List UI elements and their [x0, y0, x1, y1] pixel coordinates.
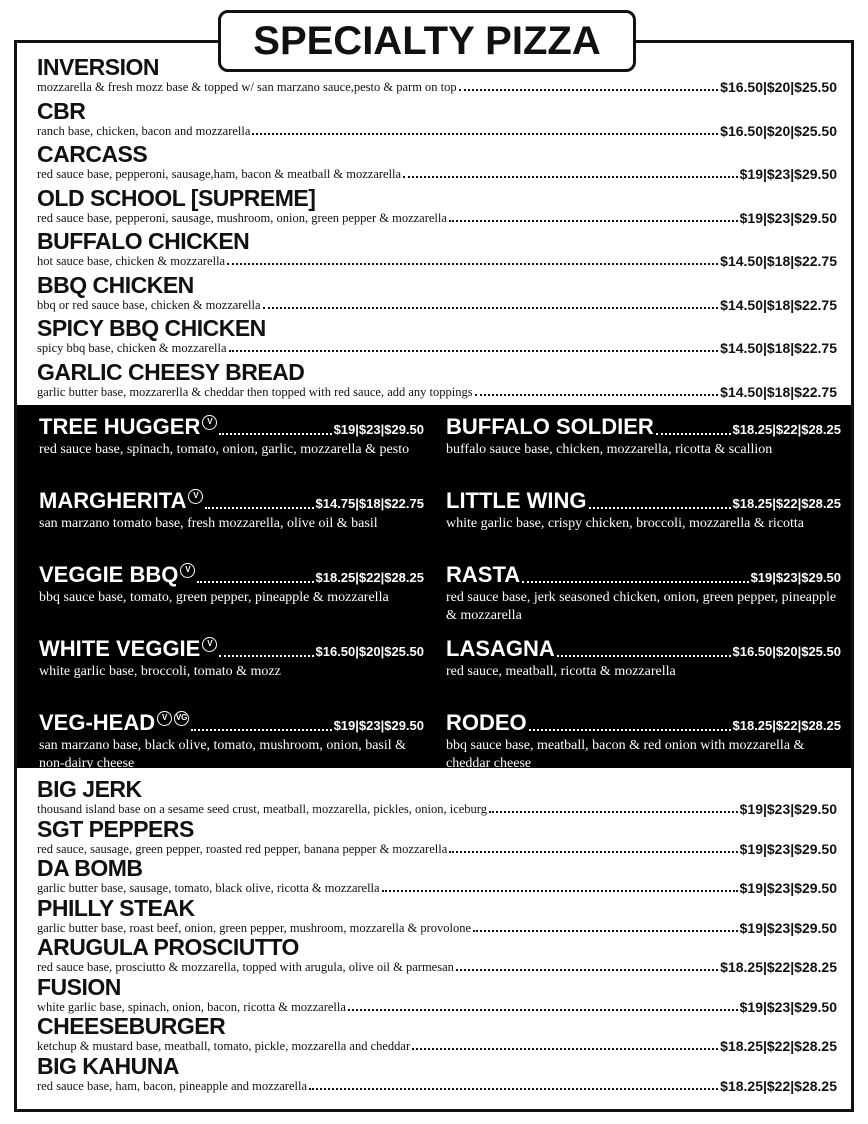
menu-item [17, 1053, 851, 1093]
menu-item [17, 228, 851, 272]
menu-item [446, 709, 841, 783]
item-description: hot sauce base, chicken & mozzarella [37, 254, 226, 268]
item-description: san marzano base, black olive, tomato, mushroom, onion, basil & non-dairy cheese [39, 738, 407, 771]
dot-leader [227, 263, 718, 265]
item-price: $19|$23|$29.50 [333, 422, 424, 437]
menu-item [17, 974, 851, 1014]
menu-item [17, 1013, 851, 1053]
item-description: red sauce base, ham, bacon, pineapple and mozzarella [37, 1078, 308, 1093]
dot-leader [529, 729, 731, 731]
item-price: $18.25|$22|$28.25 [720, 959, 837, 975]
menu-item [17, 359, 851, 403]
item-line [37, 960, 837, 974]
item-name-text: TREE HUGGER [39, 414, 201, 439]
dot-leader [456, 969, 718, 971]
item-description: garlic butter base, mozzarerlla & cheddar then topped with red sauce, add any toppings [37, 384, 473, 399]
item-description: white garlic base, broccoli, tomato & mozz [39, 664, 281, 679]
menu-item [17, 98, 851, 142]
item-name: PHILLY STEAK [37, 894, 195, 921]
dot-leader [522, 581, 748, 583]
item-name [39, 487, 203, 515]
item-line [37, 1079, 837, 1093]
item-line [37, 921, 837, 935]
item-price: $19|$23|$29.50 [739, 840, 837, 857]
item-line [37, 385, 837, 399]
item-description: red sauce, sausage, green pepper, roasted red pepper, banana pepper & mozzarella [37, 841, 448, 856]
dot-leader [475, 394, 719, 396]
item-line [37, 211, 837, 225]
item-price: $16.50|$20|$25.50 [732, 644, 841, 659]
item-description: garlic butter base, sausage, tomato, black olive, ricotta & mozzarella [37, 881, 380, 895]
item-name-text: LITTLE WING [446, 488, 587, 513]
item-description: red sauce base, pepperoni, sausage,ham, bacon & meatball & mozzarella [37, 167, 402, 181]
item-price: $18.25|$22|$28.25 [732, 496, 841, 511]
dot-leader [309, 1088, 718, 1090]
item-name: INVERSION [37, 54, 160, 80]
item-line [37, 167, 837, 181]
item-line [37, 1039, 837, 1053]
item-price: $19|$23|$29.50 [739, 166, 837, 182]
dot-leader [252, 133, 718, 135]
menu-item [17, 315, 851, 359]
dot-leader [589, 507, 731, 509]
item-price: $19|$23|$29.50 [739, 919, 837, 936]
item-name: FUSION [37, 973, 121, 1000]
item-name [39, 635, 217, 663]
item-name-text: WHITE VEGGIE [39, 636, 201, 661]
item-description: garlic butter base, roast beef, onion, green pepper, mushroom, mozzarella & provolone [37, 920, 472, 935]
menu-item [446, 487, 841, 561]
item-description: buffalo sauce base, chicken, mozzarella, ricotta & scallion [446, 442, 773, 457]
item-description: spicy bbq base, chicken & mozzarella [37, 341, 227, 355]
item-name-text: VEG-HEAD [39, 710, 156, 735]
item-description: mozzarella & fresh mozz base & topped w/ san marzano sauce,pesto & parm on top [37, 80, 457, 94]
dot-leader [229, 350, 719, 352]
item-price: $18.25|$22|$28.25 [732, 422, 841, 437]
menu-item [17, 816, 851, 856]
menu-item [39, 561, 424, 635]
dot-leader [403, 176, 738, 178]
menu-title-box [218, 10, 636, 72]
item-name [446, 709, 527, 737]
item-name [446, 561, 520, 589]
item-price: $19|$23|$29.50 [739, 209, 837, 226]
dot-leader [197, 581, 313, 583]
item-price: $16.50|$20|$25.50 [720, 79, 837, 95]
item-name-text: MARGHERITA [39, 488, 187, 513]
dot-leader [489, 811, 738, 813]
item-description: bbq sauce base, meatball, bacon & red onion with mozzarella & cheddar cheese [446, 738, 805, 771]
vegetarian-badge-icon: V [157, 711, 172, 726]
item-line [37, 802, 837, 816]
item-description: bbq sauce base, tomato, green pepper, pineapple & mozzarella [39, 590, 389, 605]
item-description: ranch base, chicken, bacon and mozzarella [37, 123, 251, 138]
item-header [39, 561, 424, 589]
item-line [37, 341, 837, 355]
vegetarian-badge-icon: V [202, 637, 217, 652]
item-description: white garlic base, spinach, onion, bacon, ricotta & mozzarella [37, 999, 346, 1014]
menu-item [17, 855, 851, 895]
item-header [446, 561, 841, 589]
item-header [39, 413, 424, 441]
menu-item [39, 413, 424, 487]
menu-item [446, 413, 841, 487]
item-description: thousand island base on a sesame seed crust, meatball, mozzarella, pickles, onion, iceburg [37, 802, 487, 816]
dot-leader [557, 655, 731, 657]
menu-item [17, 895, 851, 935]
item-name: CARCASS [37, 141, 148, 167]
dot-leader [656, 433, 731, 435]
item-line [37, 881, 837, 895]
item-description: red sauce, meatball, ricotta & mozzarella [446, 664, 676, 679]
item-name: GARLIC CHEESY BREAD [37, 358, 305, 385]
vegetarian-badge-icon: V [188, 489, 203, 504]
item-description: white garlic base, crispy chicken, broccoli, mozzarella & ricotta [446, 516, 805, 531]
item-name: CHEESEBURGER [37, 1013, 226, 1039]
item-price: $18.25|$22|$28.25 [720, 1038, 837, 1054]
menu-item [17, 185, 851, 229]
item-price: $19|$23|$29.50 [750, 570, 841, 585]
item-line [37, 80, 837, 94]
item-price: $18.25|$22|$28.25 [732, 718, 841, 733]
menu-item [39, 709, 424, 783]
dot-leader [219, 655, 313, 657]
item-price: $18.25|$22|$28.25 [315, 570, 424, 585]
item-line [37, 124, 837, 138]
item-name [39, 561, 195, 589]
item-name: BBQ CHICKEN [37, 271, 194, 298]
dot-leader [219, 433, 331, 435]
item-name: SGT PEPPERS [37, 815, 194, 842]
dot-leader [191, 729, 331, 731]
dot-leader [263, 307, 719, 309]
menu-item [17, 934, 851, 974]
item-description: ketchup & mustard base, meatball, tomato, pickle, mozzarella and cheddar [37, 1039, 411, 1053]
item-name [446, 413, 654, 441]
menu-item [446, 561, 841, 635]
item-name [446, 635, 555, 663]
item-name-text: RODEO [446, 710, 527, 735]
item-name: BUFFALO CHICKEN [37, 228, 250, 254]
menu-title: SPECIALTY PIZZA [253, 18, 601, 63]
item-name [39, 413, 217, 441]
dot-leader [412, 1048, 718, 1050]
item-name-text: LASAGNA [446, 636, 555, 661]
menu-item [17, 141, 851, 185]
item-description: bbq or red sauce base, chicken & mozzarella [37, 297, 261, 312]
item-name: CBR [37, 97, 86, 124]
item-header [446, 635, 841, 663]
menu-item [39, 487, 424, 561]
item-description: red sauce base, prosciutto & mozzarella, topped with arugula, olive oil & parmesan [37, 960, 454, 974]
item-name: SPICY BBQ CHICKEN [37, 315, 266, 341]
dot-leader [473, 930, 738, 932]
item-price: $16.50|$20|$25.50 [720, 122, 837, 139]
item-name [446, 487, 587, 515]
vegan-badge-icon: VG [174, 711, 189, 726]
item-name [39, 709, 189, 737]
item-name-text: VEGGIE BBQ [39, 562, 179, 587]
item-price: $19|$23|$29.50 [333, 718, 424, 733]
item-name-text: BUFFALO SOLDIER [446, 414, 654, 439]
item-name-text: RASTA [446, 562, 521, 587]
item-header [39, 635, 424, 663]
featured-menu-section [17, 405, 851, 771]
item-description: san marzano tomato base, fresh mozzarella, olive oil & basil [39, 516, 378, 531]
item-price: $14.50|$18|$22.75 [720, 253, 837, 269]
item-name: BIG JERK [37, 776, 142, 802]
item-price: $14.50|$18|$22.75 [720, 383, 837, 400]
menu-item [17, 272, 851, 316]
item-line [37, 1000, 837, 1014]
item-price: $19|$23|$29.50 [739, 801, 837, 817]
item-price: $19|$23|$29.50 [739, 880, 837, 896]
item-price: $14.50|$18|$22.75 [720, 296, 837, 313]
item-header [446, 709, 841, 737]
item-name: BIG KAHUNA [37, 1052, 179, 1079]
menu-item [446, 635, 841, 709]
item-header [39, 709, 424, 737]
item-line [37, 842, 837, 856]
dot-leader [449, 851, 737, 853]
item-name: OLD SCHOOL [SUPREME] [37, 184, 316, 211]
item-header [39, 487, 424, 515]
dot-leader [348, 1009, 738, 1011]
item-price: $18.25|$22|$28.25 [720, 1077, 837, 1094]
menu-item [17, 776, 851, 816]
menu-item [39, 635, 424, 709]
item-description: red sauce base, jerk seasoned chicken, onion, green pepper, pineapple & mozzarella [446, 590, 837, 623]
item-price: $19|$23|$29.50 [739, 998, 837, 1015]
dot-leader [449, 220, 738, 222]
item-description: red sauce base, pepperoni, sausage, mushroom, onion, green pepper & mozzarella [37, 210, 447, 225]
item-header [446, 413, 841, 441]
dot-leader [459, 89, 719, 91]
vegetarian-badge-icon: V [202, 415, 217, 430]
bottom-menu-section [17, 776, 851, 1092]
dot-leader [205, 507, 313, 509]
vegetarian-badge-icon: V [180, 563, 195, 578]
item-description: red sauce base, spinach, tomato, onion, garlic, mozzarella & pesto [39, 442, 410, 457]
top-menu-section [17, 54, 851, 402]
dot-leader [382, 890, 738, 892]
item-line [37, 254, 837, 268]
featured-left-column [17, 405, 434, 771]
item-name: ARUGULA PROSCIUTTO [37, 934, 299, 960]
item-price: $14.50|$18|$22.75 [720, 340, 837, 356]
featured-right-column [434, 405, 851, 771]
item-line [37, 298, 837, 312]
item-price: $16.50|$20|$25.50 [315, 644, 424, 659]
item-price: $14.75|$18|$22.75 [315, 496, 424, 511]
item-name: DA BOMB [37, 855, 143, 881]
item-header [446, 487, 841, 515]
